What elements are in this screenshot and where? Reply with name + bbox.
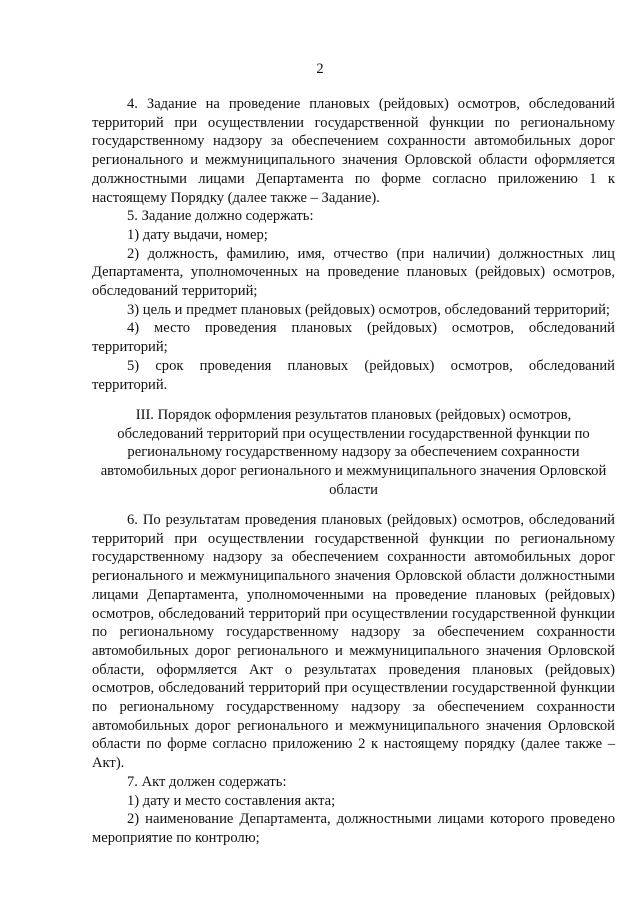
- paragraph-act-issuance: 6. По результатам проведения плановых (рейдовых) осмотров, обследований территорий при осуществлении государственной функции по региональному государственному надзору за обеспечением сохранности автомобильных дорог регионального и межмуниципального значения Орловской области должностными лицами Департамента, уполномоченными на проведение плановых (рейдовых) осмотров, обследований территорий при осуществлении государственной функции по региональному государственному надзору за обеспечением сохранности автомобильных дорог регионального и межмуниципального значения Орловской области, оформляется Акт о результатах проведения плановых (рейдовых) осмотров, обследований территорий при осуществлении государственной функции по региональному государственному надзору за обеспечением сохранности автомобильных дорог регионального и межмуниципального значения Орловской области по форме согласно приложению 2 к настоящему порядку (далее также – Акт).: [92, 512, 615, 772]
- paragraph-task-contents-intro: 5. Задание должно содержать:: [127, 208, 314, 225]
- list-item-issue-date: 1) дату выдачи, номер;: [127, 226, 268, 243]
- task-section: [92, 95, 615, 394]
- paragraph-act-contents-intro: 7. Акт должен содержать:: [127, 773, 287, 790]
- results-section: [92, 511, 615, 848]
- paragraph-task-form: 4. Задание на проведение плановых (рейдовых) осмотров, обследований территорий при осуществлении государственной функции по региональному государственному надзору за обеспечением сохранности автомобильных дорог регионального и межмуниципального значения Орловской области оформляется должностными лицами Департамента по форме согласно приложению 1 к настоящему Порядку (далее также – Задание).: [92, 96, 615, 206]
- section-heading: III. Порядок оформления результатов плановых (рейдовых) осмотров, обследований территорий при осуществлении государственной функции по региональному государственному надзору за обеспечением сохранности автомобильных дорог регионального и межмуниципального значения Орловской области: [100, 407, 607, 498]
- list-item-officials: 2) должность, фамилию, имя, отчество (при наличии) должностных лиц Департамента, уполномоченных на проведение плановых (рейдовых) осмотров, обследований территорий;: [92, 245, 615, 300]
- list-item-term: 5) срок проведения плановых (рейдовых) осмотров, обследований территорий.: [92, 357, 615, 393]
- list-item-department-name: 2) наименование Департамента, должностными лицами которого проведено мероприятие по контролю;: [92, 811, 615, 846]
- list-item-purpose: 3) цель и предмет плановых (рейдовых) осмотров, обследований территорий;: [127, 301, 610, 318]
- page-number: 2: [316, 61, 324, 77]
- list-item-act-date-place: 1) дату и место составления акта;: [127, 792, 336, 809]
- list-item-place: 4) место проведения плановых (рейдовых) осмотров, обследований территорий;: [92, 320, 615, 356]
